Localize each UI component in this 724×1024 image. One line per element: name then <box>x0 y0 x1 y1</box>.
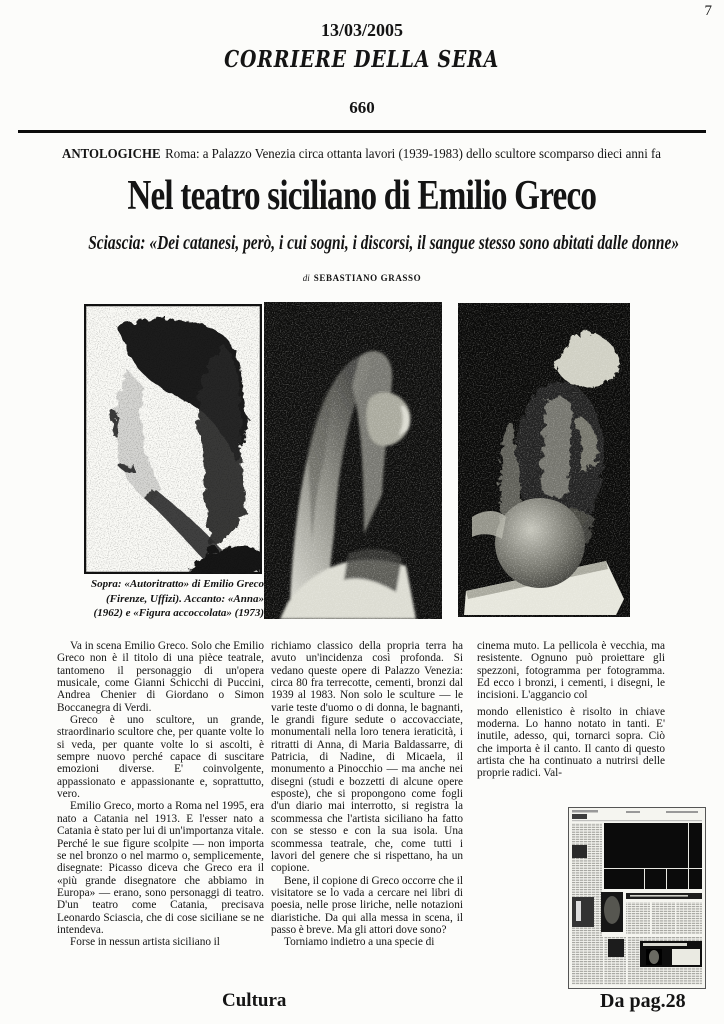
paragraph: Bene, il copione di Greco occorre che il visitatore se lo vada a cercare nei libri di poesia, nelle prose liriche, nelle notazioni diaristiche. Da qui alla messa in scena, il passo è breve. Ma gli attori dove sono? <box>271 874 463 936</box>
subhead-quote <box>0 232 724 255</box>
byline-author: SEBASTIANO GRASSO <box>313 273 422 283</box>
caption-line: Sopra: «Autoritratto» di Emilio Greco <box>91 578 264 590</box>
paragraph: mondo ellenistico è risolto in chiave moderna. Lo hanno notato in tanti. E' inutile, adesso, qui, tornarci sopra. Ciò che importa è il canto. Il canto di questo artista che ha continuato a nutrirsi delle proprie radici. Val- <box>477 705 665 780</box>
newspaper-page-miniature <box>568 807 706 989</box>
subhead-text: Sciascia: «Dei catanesi, però, i cui sogni, i discorsi, il sangue stesso sono abitati dalle donne» <box>88 232 680 254</box>
masthead-text: CORRIERE DELLA SERA <box>224 46 500 73</box>
paragraph: Forse in nessun artista siciliano il <box>70 936 220 949</box>
paragraph: Va in scena Emilio Greco. Solo che Emilio Greco non è il titolo di una pièce teatrale, tantomeno il personaggio di un'opera musicale, come Gianni Schicchi di Puccini, Andrea Chenier di Giordano o Simon Boccanegra di Verdi. <box>57 640 264 714</box>
byline-prefix: di <box>302 273 310 283</box>
autoritratto-drawing-photo <box>84 304 262 574</box>
issue-date: 13/03/2005 <box>320 20 403 40</box>
paragraph: richiamo classico della propria terra ha avuto un'incidenza così profonda. Si vedano queste opere di Palazzo Venezia: circa 80 fra terrecotte, cementi, bronzi dal 1939 al 1983. Non solo le sculture — le varie teste d'uomo o di donna, le bagnanti, le grandi figure sedute o accovacciate, monumentali nella loro tenera ieraticità, i ritratti di Anna, di Maria Baldassarre, di Patricia, di Nadine, di Micaela, il monumento a Pinocchio — ma anche nei disegni (studi e bozzetti di alcune opere esposte), che si propongono come fogli d'un diario mai interrotto, si registra la scommessa che l'artista siciliano ha fatto con se stesso e con la sua isola. Una scommessa teatrale, che, come tutti i lavori del genere che si rispettano, ha un copione. <box>271 640 463 875</box>
headline <box>0 171 724 221</box>
autoritratto-drawing-image <box>84 304 262 574</box>
source-page-thumbnail <box>568 807 706 989</box>
anna-sculpture-photo <box>264 302 442 619</box>
paragraph: cinema muto. La pellicola è vecchia, ma resistente. Ognuno può proiettare gli spezzoni, fotogramma per fotogramma. Ed ecco i bronzi, i cementi, i disegni, le incisioni. L'aggancio col <box>477 640 665 702</box>
headline-text: Nel teatro siciliano di Emilio Greco <box>127 173 597 219</box>
photo-caption <box>58 577 264 621</box>
masthead <box>0 46 724 73</box>
figura-accoccolata-image <box>458 303 630 617</box>
body-column-3 <box>477 640 665 780</box>
caption-line: (1962) e «Figura accoccolata» (1973) <box>93 607 264 619</box>
body-column-1 <box>57 640 264 949</box>
paragraph: Emilio Greco, morto a Roma nel 1995, era nato a Catania nel 1913. E l'esser nato a Catania è stato per lui di un'importanza vitale. Perché le sue figure scolpite — non importa se nel bronzo o nel marmo o, semplicemente, disegnate: Picasso diceva che Greco era il «più grande disegnatore che abbiamo in Europa» — erano, sono personaggi di teatro. D'un teatro come Catania, precisava Leonardo Sciascia, che di cose siciliane se ne intendeva. <box>57 800 264 936</box>
edition-number: 660 <box>349 98 375 117</box>
page-number: 7 <box>704 3 712 19</box>
from-page-reference: Da pag.28 <box>600 990 686 1012</box>
anna-sculpture-image <box>264 302 442 619</box>
paragraph: Torniamo indietro a una specie di <box>284 936 435 949</box>
byline <box>0 273 724 283</box>
paragraph: Greco è uno scultore, un grande, straordinario scultore che, per quante volte lo si veda, per quante volte lo si ascolti, è sempre nuovo perché capace di suscitare emozioni diverse. E' coinvolgente, appassionato e appassionante e, soprattutto, vero. <box>57 714 264 801</box>
kicker <box>0 147 724 163</box>
kicker-label: ANTOLOGICHE <box>62 147 162 162</box>
figura-accoccolata-photo <box>458 303 630 617</box>
body-column-2 <box>271 640 463 949</box>
section-label: Cultura <box>222 990 287 1011</box>
header-rule <box>18 130 706 133</box>
kicker-text: Roma: a Palazzo Venezia circa ottanta lavori (1939-1983) dello scultore scomparso dieci anni fa <box>165 147 662 162</box>
caption-line: (Firenze, Uffizi). Accanto: «Anna» <box>106 592 264 605</box>
